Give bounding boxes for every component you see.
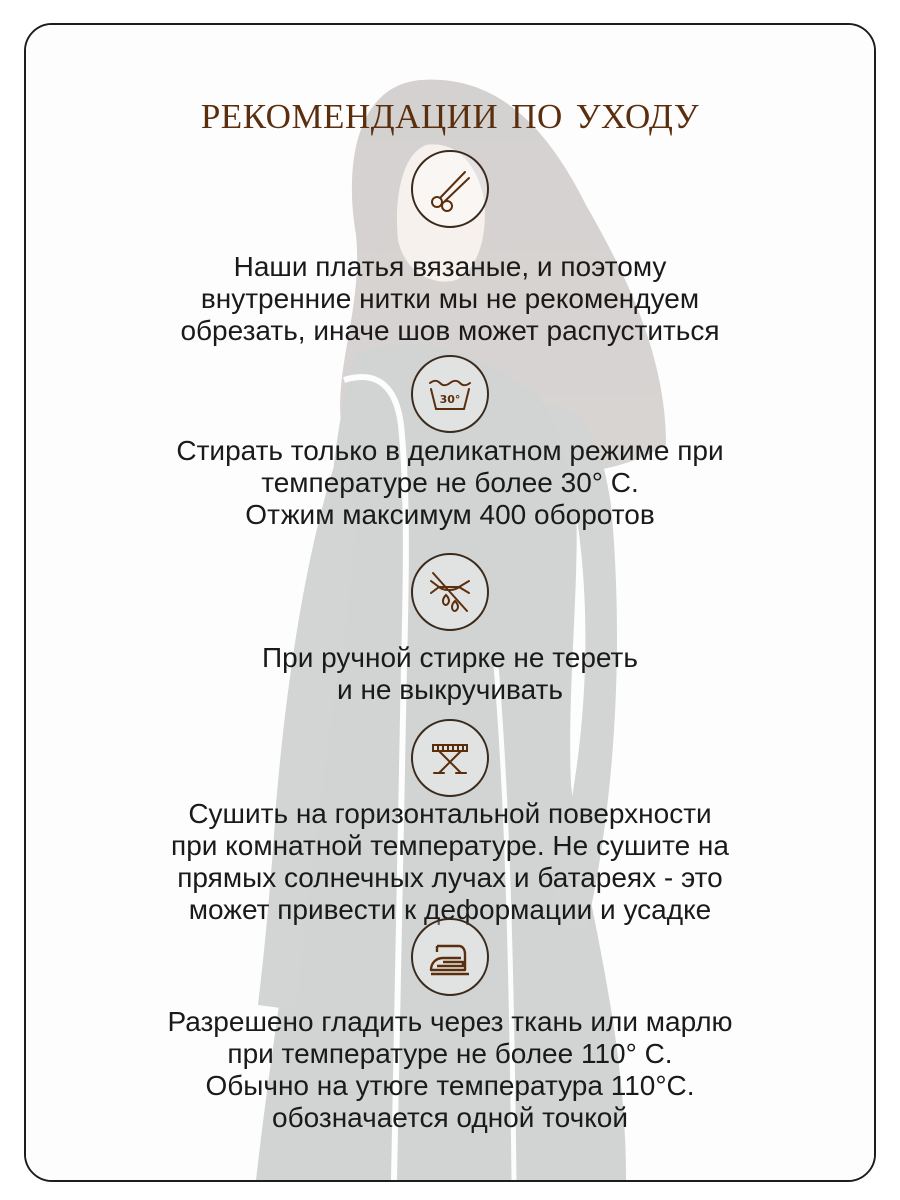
text-line: и не выкручивать [337, 674, 563, 705]
wash-30-icon [411, 355, 489, 433]
care-text-iron [86, 1006, 814, 1134]
iron-icon [411, 918, 489, 996]
text-line: может привести к деформации и усадке [188, 894, 712, 925]
page-title: рекомендации по уходу [200, 83, 700, 139]
text-line: внутренние нитки мы не рекомендуем [200, 283, 700, 314]
care-text-wash [86, 435, 814, 531]
no-wring-icon [411, 553, 489, 631]
care-content [26, 25, 874, 1180]
text-line: Обычно на утюге температура 110°С. [205, 1070, 695, 1101]
flat-dry-icon [411, 719, 489, 797]
care-text-dry [86, 798, 814, 926]
text-line: обрезать, иначе шов может распуститься [180, 315, 720, 346]
scissors-icon [411, 150, 489, 228]
text-line: Отжим максимум 400 оборотов [245, 499, 655, 530]
care-text-trim [86, 251, 814, 347]
text-line: при комнатной температуре. Не сушите на [171, 830, 729, 861]
text-line: Стирать только в деликатном режиме при [176, 435, 724, 466]
text-line: температуре не более 30° С. [261, 467, 639, 498]
text-line: Разрешено гладить через ткань или марлю [167, 1006, 733, 1037]
text-line: при температуре не более 110° С. [227, 1038, 673, 1069]
wash-temp-label: 30° [439, 393, 461, 406]
care-text-handwash [86, 642, 814, 706]
text-line: обозначается одной точкой [272, 1102, 628, 1133]
text-line: Сушить на горизонтальной поверхности [188, 798, 712, 829]
text-line: Наши платья вязаные, и поэтому [233, 251, 667, 282]
text-line: прямых солнечных лучах и батареях - это [177, 862, 723, 893]
text-line: При ручной стирке не тереть [262, 642, 638, 673]
care-card [24, 23, 876, 1182]
